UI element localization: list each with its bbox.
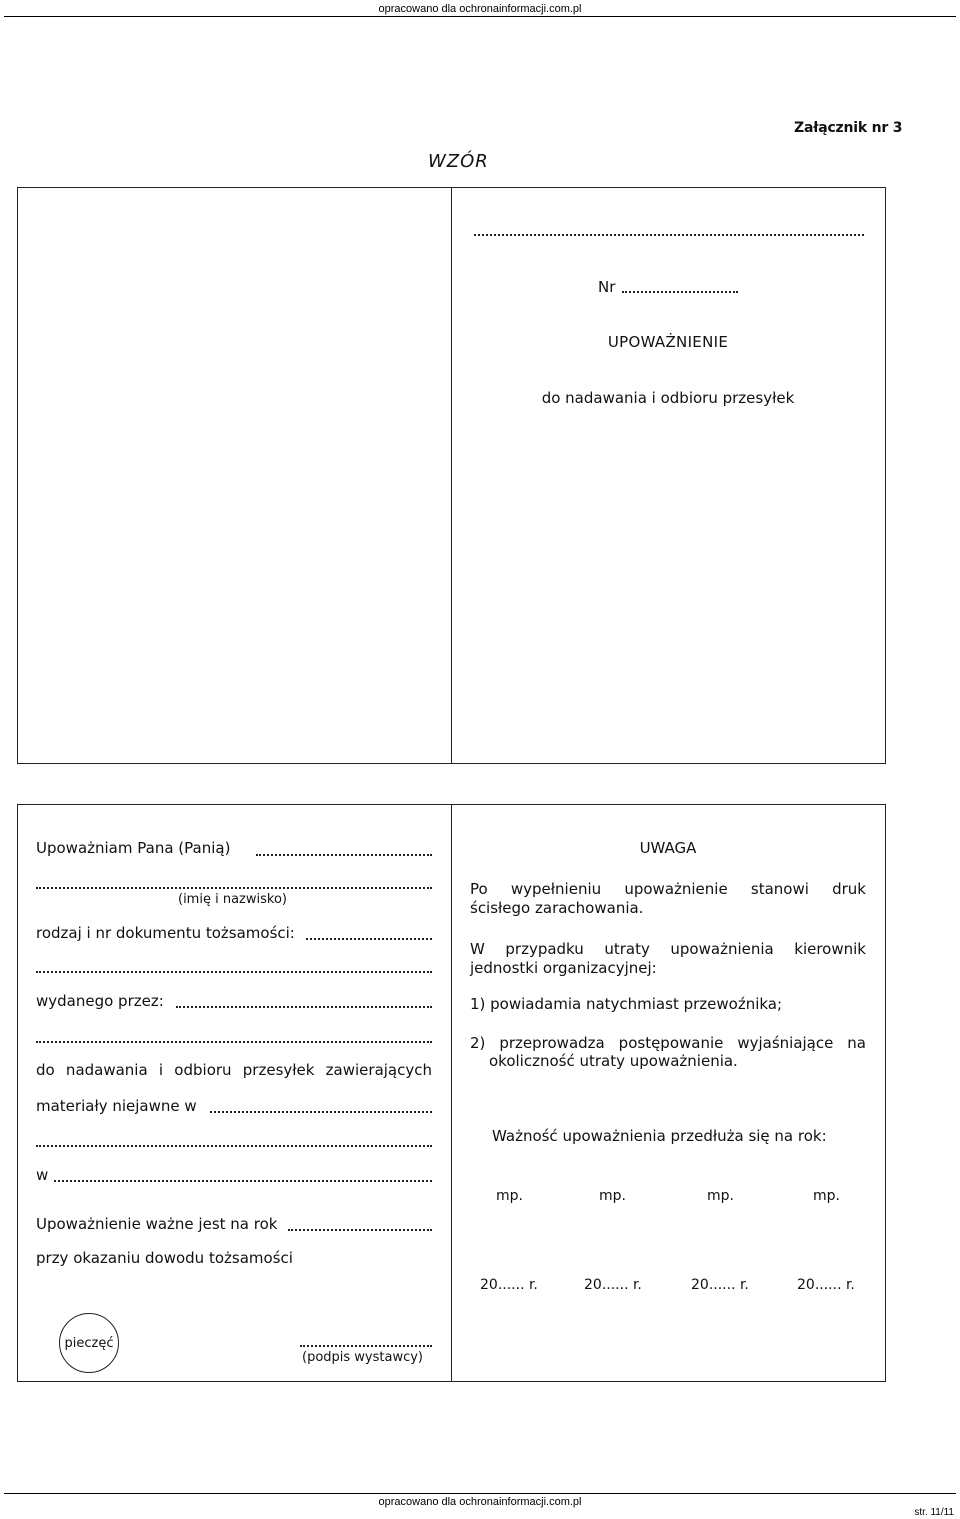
panel-cover (451, 187, 886, 764)
name-field-line[interactable] (36, 887, 432, 889)
header-rule (4, 16, 956, 17)
notice-item-2-line2: okoliczność utraty upoważnienia. (489, 1052, 738, 1070)
notice-p1-line1: Po wypełnieniu upoważnienie stanowi druk (470, 880, 866, 898)
id-required-text: przy okazaniu dowodu tożsamości (36, 1249, 293, 1267)
panel-notice (451, 804, 886, 1382)
name-caption: (imię i nazwisko) (178, 892, 287, 907)
valid-year-label: Upoważnienie ważne jest na rok (36, 1215, 278, 1233)
purpose-text: do nadawania i odbioru przesyłek zawierających (36, 1061, 432, 1079)
number-label: Nr (598, 278, 616, 296)
location-field-line[interactable] (54, 1180, 432, 1182)
classified-label: materiały niejawne w (36, 1097, 197, 1115)
signature-caption: (podpis wystawcy) (302, 1350, 424, 1365)
year-field-3[interactable]: 20...... r. (691, 1277, 749, 1293)
classified-field-line-2[interactable] (36, 1145, 432, 1147)
year-field-1[interactable]: 20...... r. (480, 1277, 538, 1293)
mp-label-2: mp. (599, 1188, 626, 1204)
notice-title: UWAGA (639, 839, 697, 857)
footer-source-text: opracowano dla ochronainformacji.com.pl (378, 1496, 582, 1508)
mp-label-3: mp. (707, 1188, 734, 1204)
notice-p1-line2: ścisłego zarachowania. (470, 899, 644, 917)
notice-item-1: 1) powiadamia natychmiast przewoźnika; (470, 995, 783, 1013)
year-field-2[interactable]: 20...... r. (584, 1277, 642, 1293)
authorize-field-line[interactable] (256, 854, 432, 856)
header-source-text: opracowano dla ochronainformacji.com.pl (378, 3, 582, 15)
valid-year-field-line[interactable] (288, 1229, 432, 1231)
issuer-field-line[interactable] (474, 234, 864, 236)
doc-type-label: rodzaj i nr dokumentu tożsamości: (36, 924, 295, 942)
stamp-label: pieczęć (64, 1335, 114, 1351)
page-number: str. 11/11 (914, 1507, 954, 1518)
signature-field-line[interactable] (300, 1345, 432, 1347)
cover-title: UPOWAŻNIENIE (607, 333, 729, 351)
cover-subtitle: do nadawania i odbioru przesyłek (541, 389, 795, 407)
validity-label: Ważność upoważnienia przedłuża się na rok: (492, 1127, 827, 1145)
stamp-circle (59, 1313, 119, 1373)
notice-item-2-line1: 2) przeprowadza postępowanie wyjaśniające na (470, 1034, 866, 1052)
notice-p2-line2: jednostki organizacyjnej: (470, 959, 657, 977)
notice-p2-line1: W przypadku utraty upoważnienia kierownik (470, 940, 866, 958)
panel-form (17, 804, 452, 1382)
mp-label-4: mp. (813, 1188, 840, 1204)
template-title: WZÓR (428, 151, 489, 172)
footer-rule (4, 1493, 956, 1494)
issued-by-field-line-2[interactable] (36, 1041, 432, 1043)
doc-type-field-line[interactable] (306, 938, 432, 940)
mp-label-1: mp. (496, 1188, 523, 1204)
annex-label: Załącznik nr 3 (794, 120, 903, 136)
location-label: w (36, 1166, 49, 1184)
doc-type-field-line-2[interactable] (36, 971, 432, 973)
number-field-line[interactable] (622, 291, 738, 293)
year-field-4[interactable]: 20...... r. (797, 1277, 855, 1293)
panel-top-left (17, 187, 452, 764)
issued-by-field-line[interactable] (176, 1006, 432, 1008)
issued-by-label: wydanego przez: (36, 992, 164, 1010)
classified-field-line[interactable] (210, 1111, 432, 1113)
authorize-label: Upoważniam Pana (Panią) (36, 839, 231, 857)
